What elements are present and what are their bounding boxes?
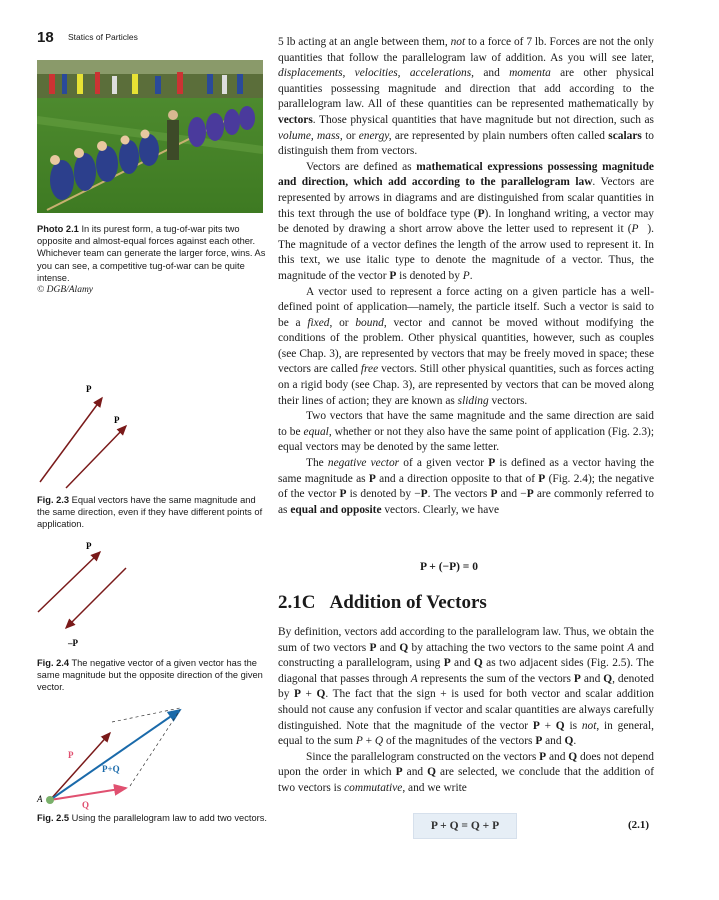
fig-2-4-label: Fig. 2.4 — [37, 658, 70, 668]
equation-commutative: P + Q = Q + P — [413, 813, 517, 839]
label-p-2: P — [114, 415, 120, 425]
page-number: 18 — [37, 29, 54, 46]
fig-2-5-diagram — [30, 700, 200, 810]
section-number: 2.1C — [278, 592, 316, 613]
fig-2-4-text: The negative vector of a given vector has the same magnitude but the opposite direction of the given vector. — [37, 658, 263, 693]
label-p: P — [68, 750, 74, 760]
label-a: A — [37, 794, 43, 804]
vector-p — [50, 733, 110, 800]
photo-caption-text: In its purest form, a tug-of-war pits two opposite and almost-equal forces against each other. Whichever team can generate the larger force, wins. As you can see, a competitive tug-of-war can be quite intense. — [37, 224, 266, 283]
label-p-1: P — [86, 384, 92, 394]
dashed-side-1 — [112, 708, 180, 722]
fig-2-5-label: Fig. 2.5 — [37, 813, 70, 823]
label-q: Q — [82, 800, 90, 810]
dashed-side-2 — [130, 710, 180, 786]
vector-p-1 — [40, 398, 102, 482]
paragraph-5: The negative vector of a given vector P is defined as a vector having the same magnitude as P and a direction opposite to that of P (Fig. 2.4); the negative of the vector P is denoted by −P. The vectors P and −P are commonly referred to as equal and opposite vectors. Clearly, we have — [278, 457, 655, 516]
fig-2-3-text: Equal vectors have the same magnitude and the same direction, even if they have different points of application. — [37, 495, 263, 530]
paragraph-2: Vectors are defined as mathematical expressions possessing magnitude and direction, which add according to the parallelogram law. Vectors are represented by arrows in diagrams and are distinguished from scalar quantities in this text through the use of boldface type (P). In longhand writing, a vector may be denoted by drawing a short arrow above the letter used to represent it (P⃗). The magnitude of a vector defines the length of the arrow used to represent it. In this text, we use italic type to denote the magnitude of a vector. Thus, the magnitude of the vector P is denoted by P. — [278, 160, 654, 282]
body-text-upper — [278, 35, 654, 518]
vector-q — [50, 788, 126, 800]
paragraph-6: By definition, vectors add according to the parallelogram law. Thus, we obtain the sum of two vectors P and Q by attaching the two vectors to the same point A and constructing a parallelogram, using P and Q as two adjacent sides (Fig. 2.5). The diagonal that passes through A represents the sum of the vectors P and Q, denoted by P + Q. The fact that the sign + is used for both vector and scalar addition should not cause any confusion if vector and scalar quantities are always carefully distinguished. Note that the magnitude of the vector P + Q is not, in general, equal to the sum P + Q of the magnitudes of the vectors P and Q. — [278, 626, 655, 748]
fig-2-5-caption — [37, 812, 267, 824]
fig-2-3-diagram — [30, 380, 140, 490]
label-p: P — [86, 541, 92, 551]
paragraph-4: Two vectors that have the same magnitude and the same direction are said to be equal, whether or not they also have the same point of application (Fig. 2.3); equal vectors may be denoted by the same letter. — [278, 410, 655, 454]
section-title: Addition of Vectors — [329, 592, 487, 613]
label-minus-p: –P — [68, 638, 78, 648]
paragraph-1: 5 lb acting at an angle between them, not to a force of 7 lb. Forces are not the only quantities that follow the parallelogram law of addition. As you will see later, displacements, velocities, accelerations, and momenta are other physical quantities possessing magnitude and direction that add according to the parallelogram law. All of these quantities can be represented mathematically by vectors. Those physical quantities that have magnitude but not direction, such as volume, mass, or energy, are represented by plain numbers often called scalars to distinguish them from vectors. — [278, 36, 654, 158]
fig-2-5-text: Using the parallelogram law to add two vectors. — [71, 813, 267, 823]
body-text-lower — [278, 625, 654, 797]
equation-p-minus-p: P + (−P) = 0 — [420, 561, 478, 573]
paragraph-7: Since the parallelogram constructed on the vectors P and Q does not depend upon the order in which P and Q are selected, we conclude that the addition of two vectors is commutative, and we write — [278, 750, 654, 794]
equation-number: (2.1) — [628, 819, 650, 831]
fig-2-3-caption — [37, 494, 267, 531]
section-heading — [278, 592, 487, 614]
paragraph-3: A vector used to represent a force acting on a given particle has a well-defined point of application—namely, the particle itself. Such a vector is said to be a fixed, or bound, vector and cannot be moved without modifying the conditions of the problem. Other physical quantities, however, such as couples (see Chap. 3), are represented by vectors that may be freely moved in space; these vectors are called free vectors. Still other physical quantities, such as forces acting on a rigid body (see Chap. 3), are represented by vectors that can be moved along their lines of action; they are known as sliding vectors. — [278, 285, 654, 407]
photo-credit: © DGB/Alamy — [37, 285, 94, 296]
photo-caption-label: Photo 2.1 — [37, 224, 79, 234]
fig-2-3-label: Fig. 2.3 — [37, 495, 70, 505]
label-p-plus-q: P+Q — [102, 764, 120, 774]
tug-of-war-photo — [37, 60, 263, 213]
fig-2-4-caption — [37, 657, 267, 694]
point-a — [46, 796, 54, 804]
photo-caption — [37, 223, 267, 296]
running-title: Statics of Particles — [68, 32, 138, 42]
fig-2-4-diagram — [30, 540, 140, 650]
